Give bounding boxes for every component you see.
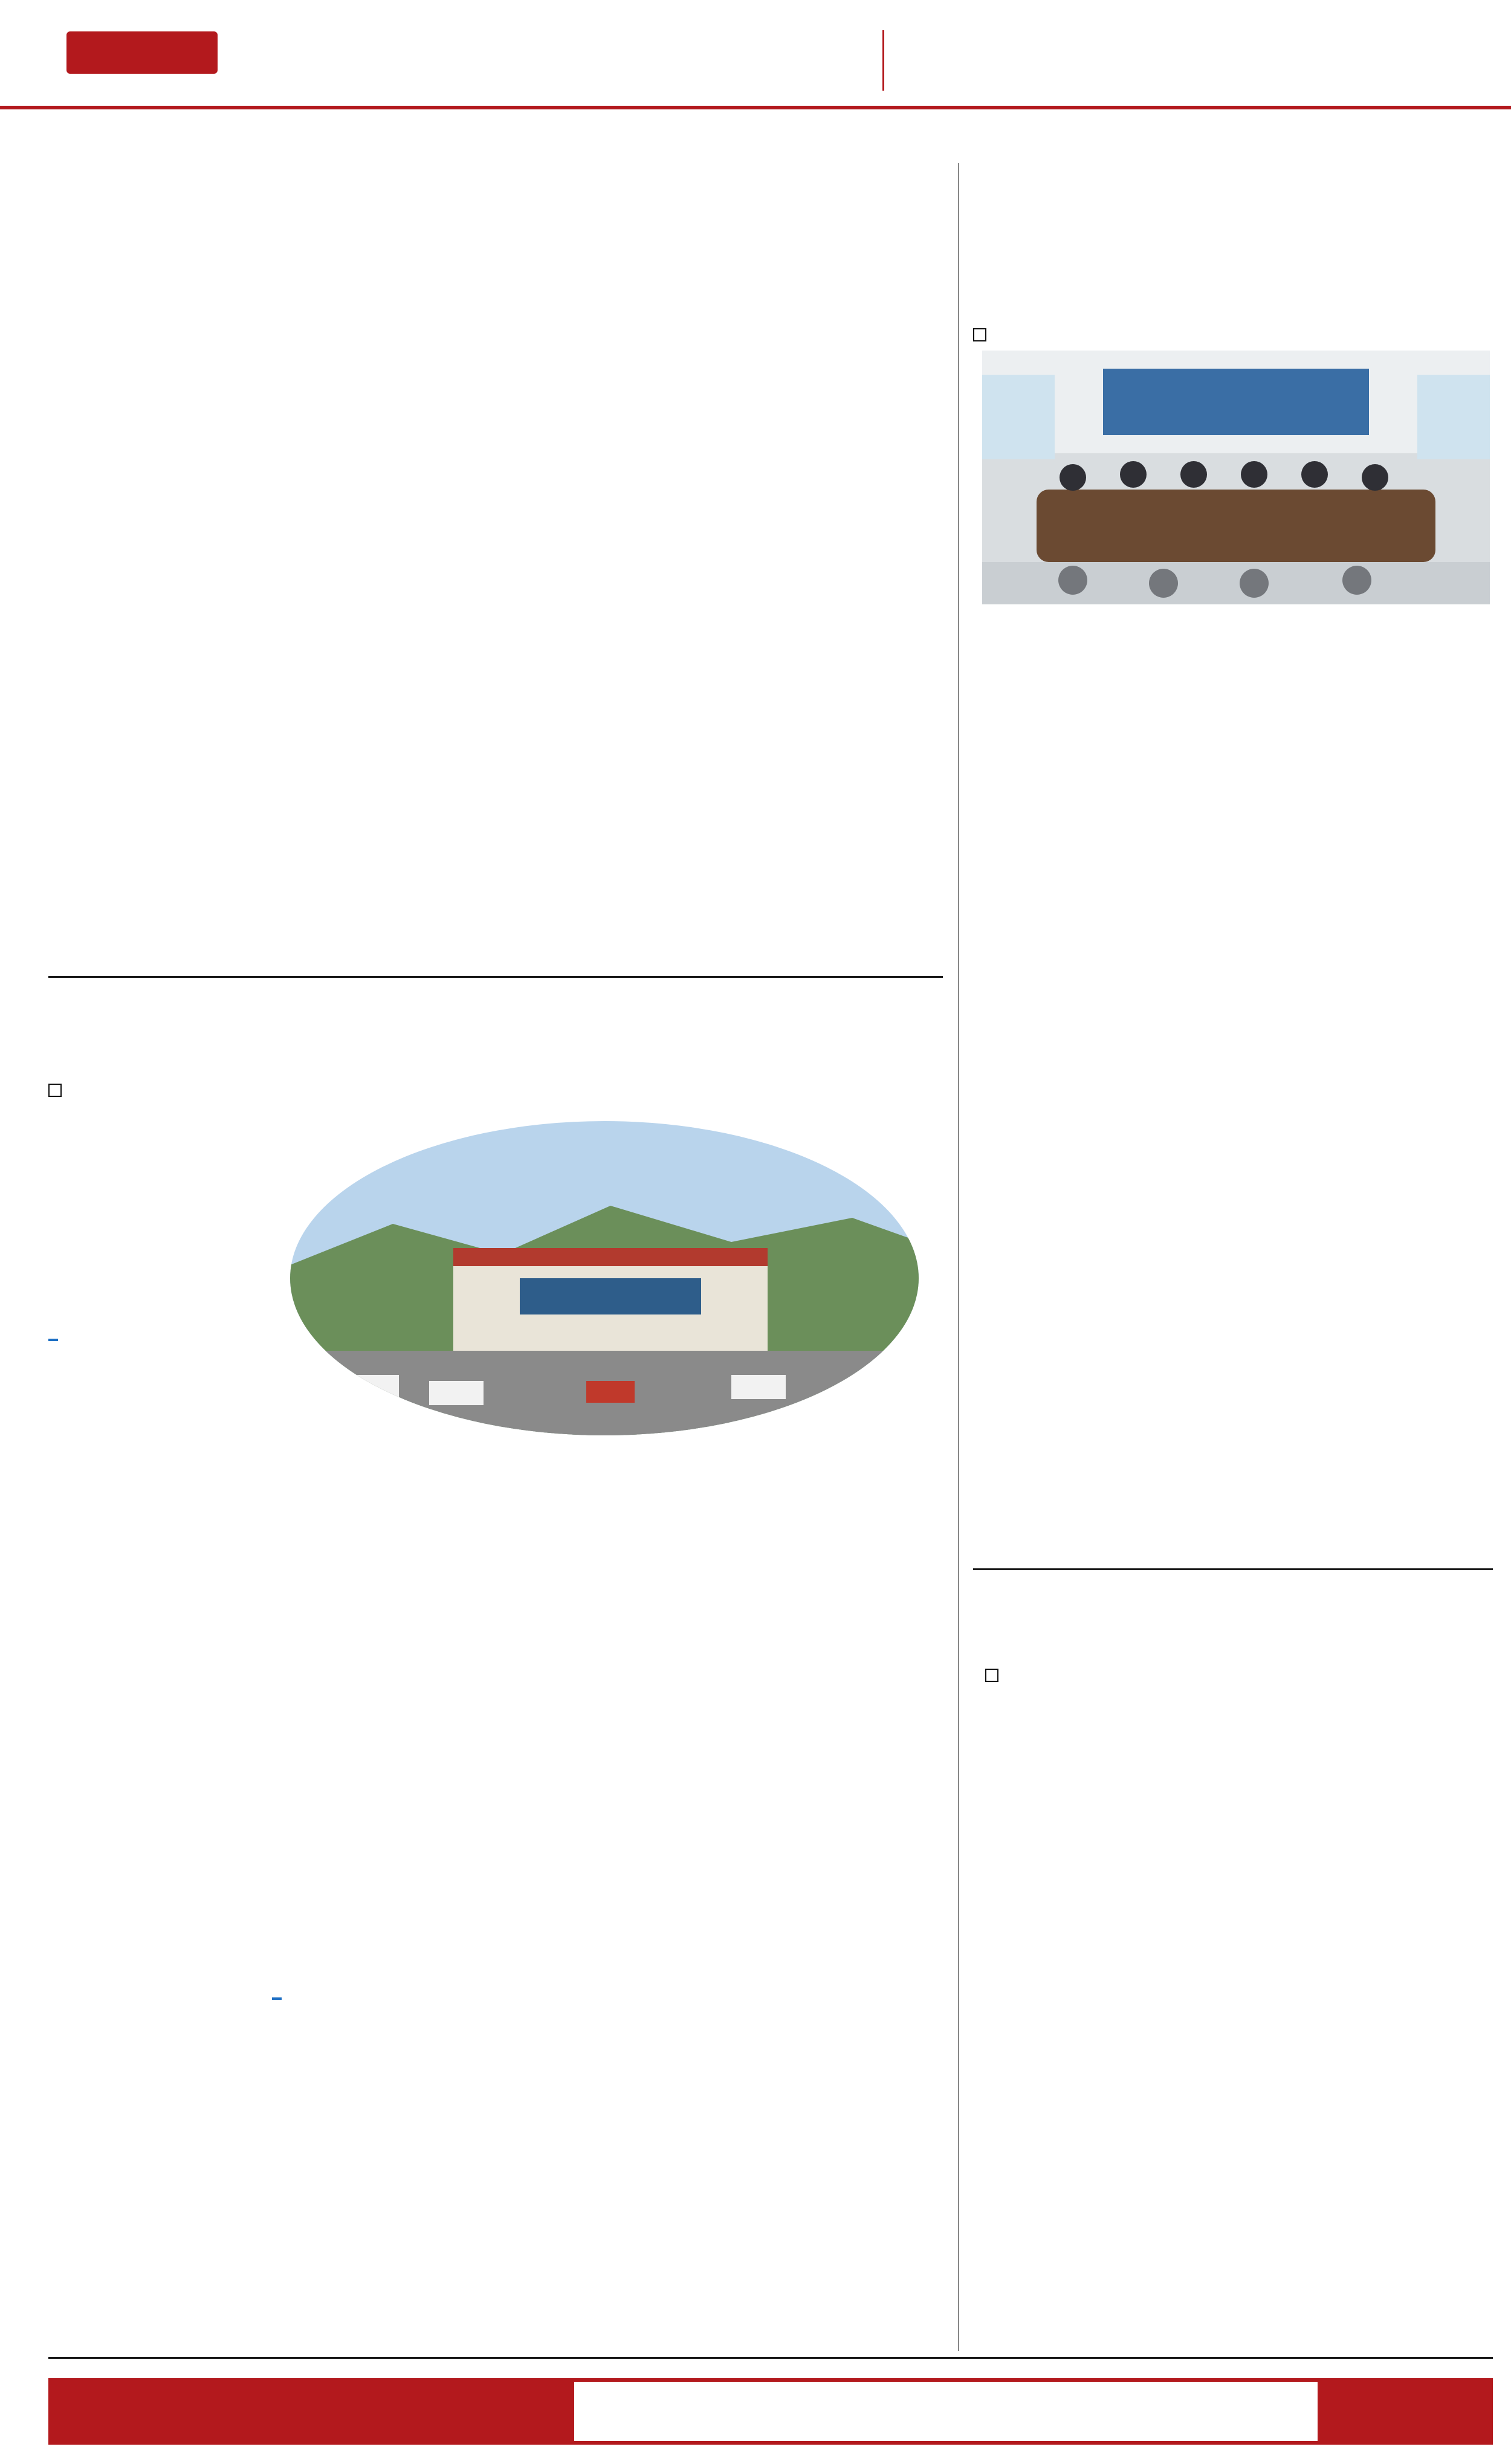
byline-box-icon xyxy=(973,328,986,341)
service-area-photo xyxy=(272,1115,937,1478)
right-story2-col-2 xyxy=(1245,1692,1490,2049)
right-story-rule xyxy=(973,1568,1493,1570)
story3-col-1 xyxy=(48,1115,257,1369)
ad-top-rule xyxy=(48,2357,1493,2359)
story3-column-2 xyxy=(272,1499,480,1994)
header-divider xyxy=(882,30,884,91)
right-story2-col-1 xyxy=(985,1692,1230,2049)
service-area-illustration xyxy=(272,1115,937,1478)
lead-col-2b xyxy=(269,876,477,967)
lead-col-1b xyxy=(48,610,251,967)
story3-byline xyxy=(48,1082,62,1098)
classified-ad-banner xyxy=(48,2378,1493,2445)
lead-col-3b xyxy=(496,689,704,967)
header-rule xyxy=(0,106,1511,109)
masthead-logo xyxy=(66,31,218,74)
right-story-col-1 xyxy=(982,619,1227,1550)
story3-col-4 xyxy=(725,1514,934,2318)
story3-col-3 xyxy=(499,1514,707,2351)
story3-tag-2 xyxy=(272,1997,282,2000)
lead-col-4 xyxy=(722,317,931,946)
story3-col-2b xyxy=(272,2079,480,2351)
meeting-photo xyxy=(982,351,1490,604)
story3-tag-1 xyxy=(48,1339,58,1341)
ad-info-panel xyxy=(574,2382,1318,2441)
meeting-room-illustration xyxy=(982,351,1490,604)
section-title xyxy=(254,24,265,82)
story3-col-1b xyxy=(48,1420,257,2351)
lead-col-2 xyxy=(269,317,477,922)
byline-box-icon xyxy=(985,1669,998,1682)
right-story2-byline xyxy=(985,1667,998,1683)
vertical-divider xyxy=(958,163,959,2351)
right-story-col-2 xyxy=(1245,619,1490,1538)
lead-bottom-rule xyxy=(48,976,943,978)
masthead xyxy=(0,0,1511,115)
byline-box-icon xyxy=(48,1084,62,1097)
right-story-byline xyxy=(973,326,986,342)
